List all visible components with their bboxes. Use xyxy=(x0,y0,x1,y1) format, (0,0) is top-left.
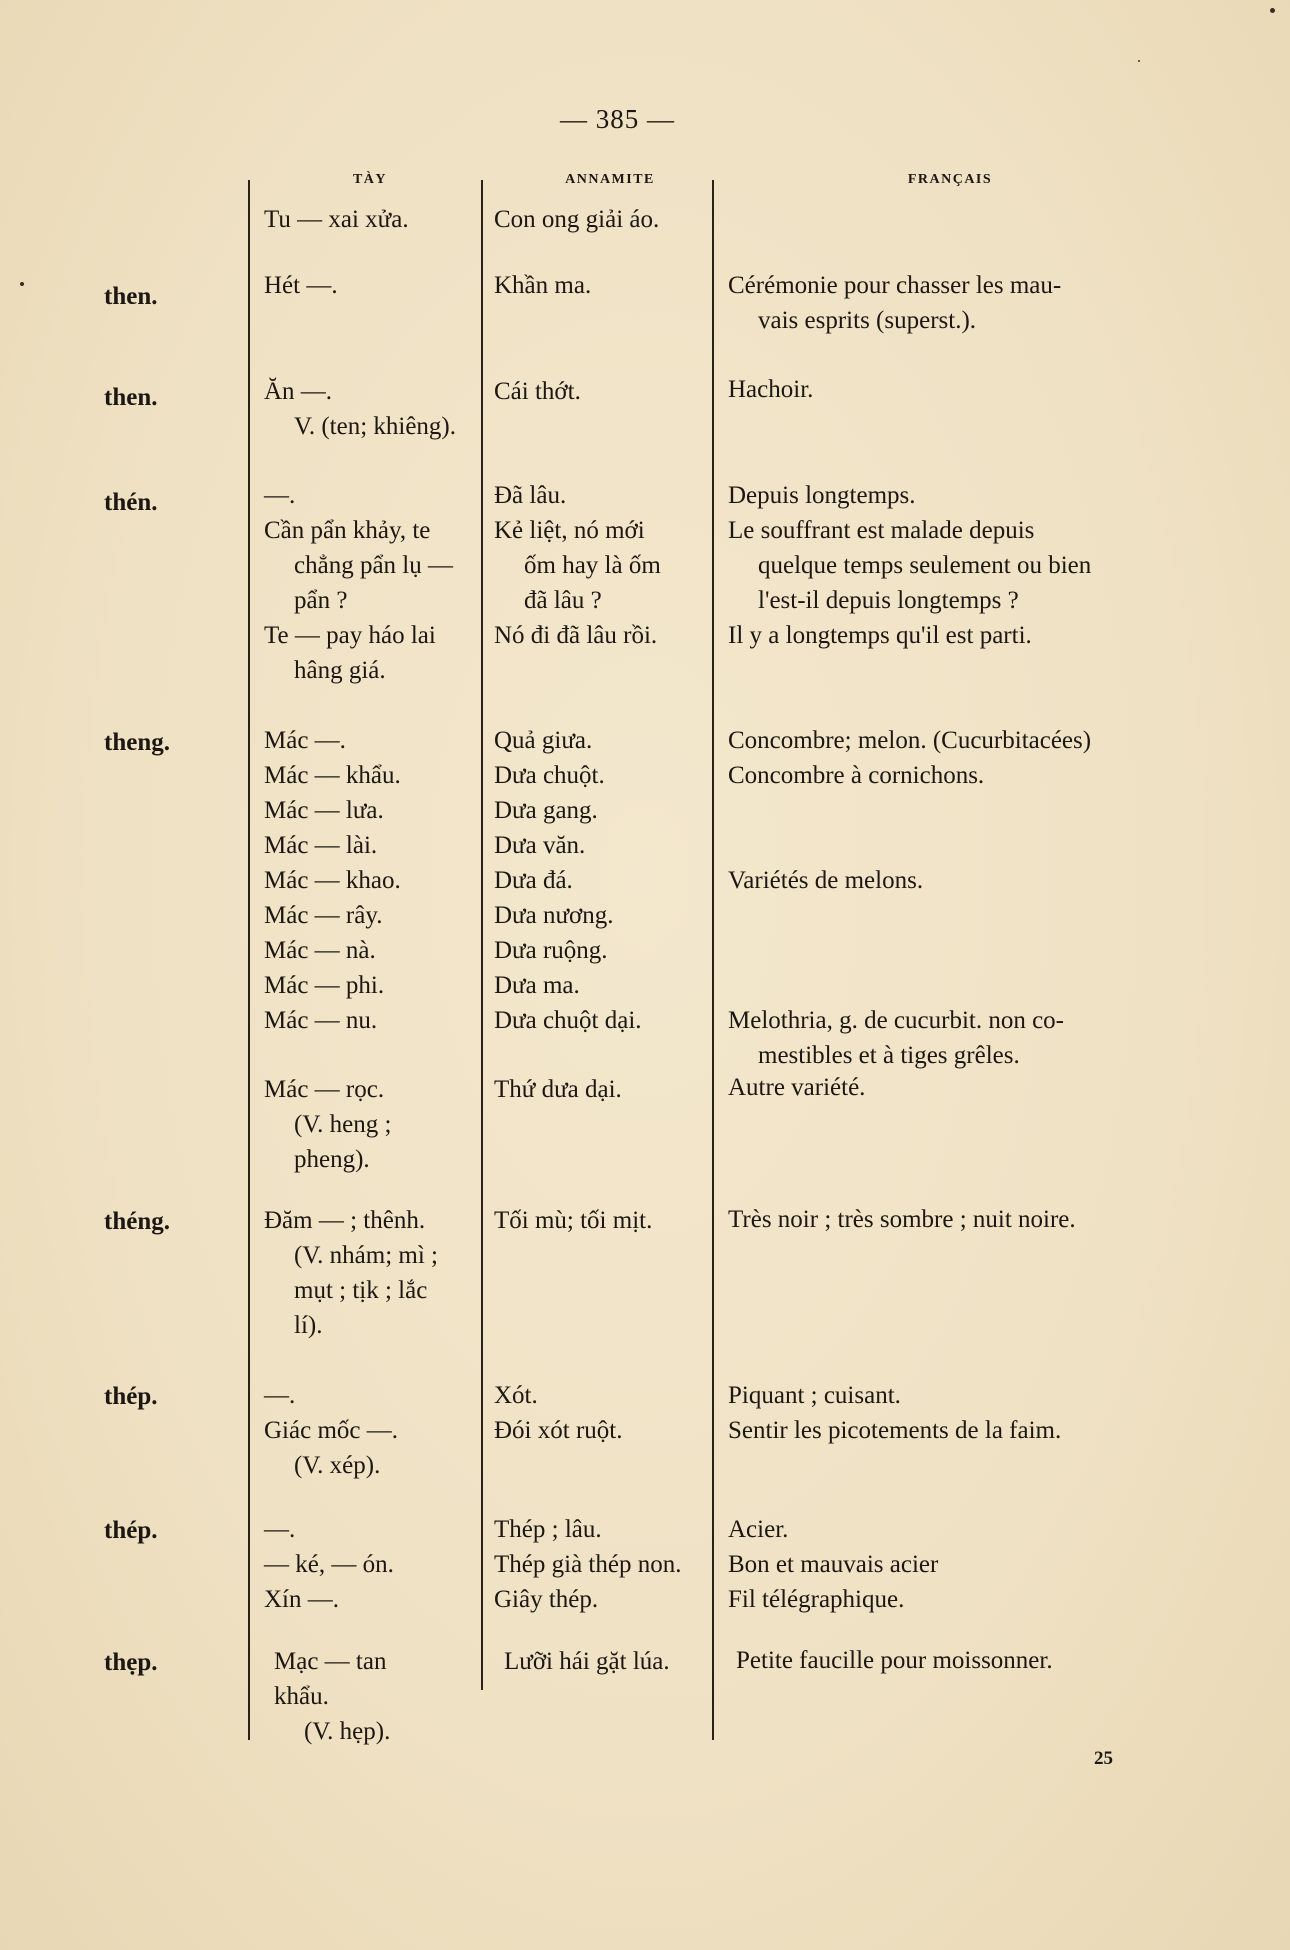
headword: thẹp. xyxy=(104,1649,158,1676)
headword: thép. xyxy=(104,1517,158,1544)
francais-line: quelque temps seulement ou bien xyxy=(758,552,1092,579)
entry-9-francais xyxy=(736,1643,1053,1678)
tay-line: (V. hẹp). xyxy=(304,1718,391,1745)
francais-line: Acier. xyxy=(728,1516,789,1543)
francais-line xyxy=(728,828,1091,863)
annamite-line: Con ong giải áo. xyxy=(494,206,660,233)
tay-line: hâng giá. xyxy=(294,657,386,684)
tay-line: Mác — lài. xyxy=(264,832,378,859)
tay-line: mụt ; tịk ; lắc xyxy=(294,1277,428,1304)
annamite-line: Khần ma. xyxy=(494,272,592,299)
header-tay: TÀY xyxy=(352,172,388,187)
entry-1-francais xyxy=(728,268,1061,338)
headword: théng. xyxy=(104,1208,170,1235)
signature-number: 25 xyxy=(1094,1748,1113,1769)
annamite-line: Giây thép. xyxy=(494,1586,599,1613)
tay-line: Mác — nu. xyxy=(264,1007,378,1034)
tay-line: Mác — phi. xyxy=(264,972,385,999)
francais-line: Depuis longtemps. xyxy=(728,482,916,509)
column-rule-left xyxy=(248,180,250,1740)
entry-6-tay xyxy=(264,1203,438,1343)
entry-3-francais xyxy=(728,478,1091,653)
annamite-line: đã lâu ? xyxy=(524,587,602,614)
header-francais: FRANÇAIS xyxy=(907,172,993,187)
tay-line: Mác — khao. xyxy=(264,867,401,894)
paper-speck xyxy=(1270,8,1275,13)
entry-7-annamite xyxy=(494,1378,622,1448)
tay-line: khẩu. xyxy=(274,1683,329,1710)
francais-line: l'est-il depuis longtemps ? xyxy=(758,587,1019,614)
tay-line: Hét —. xyxy=(264,272,338,299)
annamite-line: Dưa văn. xyxy=(494,832,586,859)
annamite-line: Dưa chuột dại. xyxy=(494,1007,642,1034)
tay-line: (V. heng ; xyxy=(294,1111,392,1138)
entry-2-francais xyxy=(728,372,813,407)
tay-line: —. xyxy=(264,482,296,509)
entry-3-annamite xyxy=(494,478,661,653)
entry-9-annamite xyxy=(504,1644,670,1679)
francais-line: Le souffrant est malade depuis xyxy=(728,517,1035,544)
entry-7-tay xyxy=(264,1378,398,1483)
tay-line: Ăn —. xyxy=(264,378,333,405)
francais-line: Il y a longtemps qu'il est parti. xyxy=(728,622,1032,649)
tay-line: Giác mốc —. xyxy=(264,1417,398,1444)
annamite-line: Nó đi đã lâu rồi. xyxy=(494,622,658,649)
tay-line: Đăm — ; thênh. xyxy=(264,1207,426,1234)
entry-1-annamite xyxy=(494,268,591,303)
annamite-line: Tối mù; tối mịt. xyxy=(494,1207,653,1234)
tay-line: Mác — nà. xyxy=(264,937,376,964)
francais-line xyxy=(728,898,1091,933)
headword: thép. xyxy=(104,1383,158,1410)
annamite-line: Thép già thép non. xyxy=(494,1551,682,1578)
francais-line xyxy=(728,793,1091,828)
francais-line: Cérémonie pour chasser les mau- xyxy=(728,272,1062,299)
annamite-line: Dưa gang. xyxy=(494,797,598,824)
entry-0-tay xyxy=(264,202,409,237)
headword: then. xyxy=(104,384,158,411)
tay-line: (V. nhám; mì ; xyxy=(294,1242,438,1269)
headword: theng. xyxy=(104,729,170,756)
entry-0-annamite xyxy=(494,202,659,237)
francais-line xyxy=(728,933,1091,968)
tay-line: —. xyxy=(264,1382,296,1409)
annamite-line: Dưa chuột. xyxy=(494,762,605,789)
entry-4-tay xyxy=(264,723,401,1038)
tay-line: —. xyxy=(264,1516,296,1543)
francais-line: Concombre à cornichons. xyxy=(728,762,985,789)
tay-line: Mác —. xyxy=(264,727,346,754)
annamite-line: Quả giưa. xyxy=(494,727,593,754)
annamite-line: Thép ; lâu. xyxy=(494,1516,602,1543)
tay-line: pheng). xyxy=(294,1146,370,1173)
annamite-line: Đói xót ruột. xyxy=(494,1417,623,1444)
francais-line: vais esprits (superst.). xyxy=(758,307,977,334)
entry-8-francais xyxy=(728,1512,938,1617)
tay-line: Mác — lưa. xyxy=(264,797,384,824)
entry-7-francais xyxy=(728,1378,1061,1448)
francais-line: Petite faucille pour moissonner. xyxy=(736,1647,1053,1674)
tay-line: Xín —. xyxy=(264,1586,339,1613)
tay-line: Mác — rây. xyxy=(264,902,383,929)
annamite-line: Xót. xyxy=(494,1382,538,1409)
francais-line: Sentir les picotements de la faim. xyxy=(728,1417,1062,1444)
entry-3-tay xyxy=(264,478,453,688)
entry-2-tay xyxy=(264,374,456,444)
francais-line: Concombre; melon. (Cucurbitacées) xyxy=(728,727,1092,754)
tay-line: Te — pay háo lai xyxy=(264,622,436,649)
entry-5-tay xyxy=(264,1072,391,1177)
entry-8-annamite xyxy=(494,1512,681,1617)
entry-4-annamite xyxy=(494,723,642,1038)
francais-line: Bon et mauvais acier xyxy=(728,1551,939,1578)
tay-line: V. (ten; khiêng). xyxy=(294,413,457,440)
entry-8-tay xyxy=(264,1512,394,1617)
francais-line: Hachoir. xyxy=(728,376,814,403)
francais-line xyxy=(728,968,1091,1003)
paper-speck xyxy=(1138,60,1140,62)
column-rule-middle xyxy=(481,180,483,1690)
francais-line: Très noir ; très sombre ; nuit noire. xyxy=(728,1206,1076,1233)
tay-line: (V. xép). xyxy=(294,1452,381,1479)
headword: then. xyxy=(104,283,158,310)
annamite-line: ốm hay là ốm xyxy=(524,552,661,579)
entry-9-tay xyxy=(274,1644,390,1749)
entry-2-annamite xyxy=(494,374,581,409)
francais-line: Autre variété. xyxy=(728,1074,866,1101)
francais-line: Melothria, g. de cucurbit. non co- xyxy=(728,1007,1065,1034)
francais-line: Piquant ; cuisant. xyxy=(728,1382,901,1409)
headword: thén. xyxy=(104,489,158,516)
page-number: — 385 — xyxy=(560,104,675,134)
annamite-line: Cái thớt. xyxy=(494,378,581,405)
annamite-line: Dưa đá. xyxy=(494,867,573,894)
entry-5-francais xyxy=(728,1070,865,1105)
tay-line: pẩn ? xyxy=(294,587,348,614)
entry-6-francais xyxy=(728,1202,1076,1237)
tay-line: lí). xyxy=(294,1312,323,1339)
annamite-line: Đã lâu. xyxy=(494,482,567,509)
tay-line: Mạc — tan xyxy=(274,1648,387,1675)
entry-4-francais xyxy=(728,723,1091,1073)
tay-line: Tu — xai xửa. xyxy=(264,206,409,233)
annamite-line: Thứ dưa dại. xyxy=(494,1076,622,1103)
francais-line: Variétés de melons. xyxy=(728,867,924,894)
francais-line: mestibles et à tiges grêles. xyxy=(758,1042,1020,1069)
tay-line: Mác — rọc. xyxy=(264,1076,385,1103)
header-annamite: ANNAMITE xyxy=(565,172,655,187)
annamite-line: Lưỡi hái gặt lúa. xyxy=(504,1648,670,1675)
paper-speck xyxy=(20,282,24,286)
annamite-line: Dưa ma. xyxy=(494,972,580,999)
francais-line: Fil télégraphique. xyxy=(728,1586,905,1613)
column-rule-right xyxy=(712,180,714,1740)
annamite-line: Dưa nương. xyxy=(494,902,614,929)
entry-1-tay xyxy=(264,268,338,303)
tay-line: — ké, — ón. xyxy=(264,1551,394,1578)
annamite-line: Kẻ liệt, nó mới xyxy=(494,517,645,544)
tay-line: Mác — khẩu. xyxy=(264,762,401,789)
annamite-line: Dưa ruộng. xyxy=(494,937,608,964)
entry-6-annamite xyxy=(494,1203,652,1238)
tay-line: Cần pẩn khảy, te xyxy=(264,517,431,544)
entry-5-annamite xyxy=(494,1072,622,1107)
tay-line: chẳng pẩn lụ — xyxy=(294,552,453,579)
